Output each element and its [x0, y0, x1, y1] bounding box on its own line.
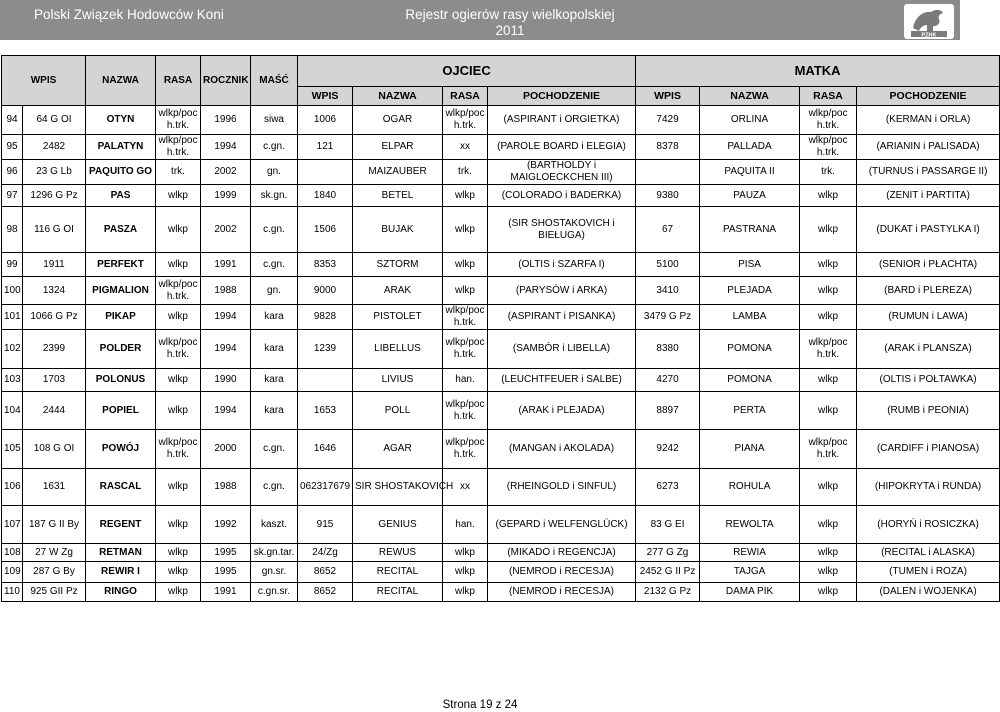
cell-wpis: 2444	[23, 392, 86, 430]
cell-f-poch: (OLTIS i SZARFA I)	[488, 253, 636, 277]
cell-wpis: 116 G OI	[23, 207, 86, 253]
cell-f-poch: (MANGAN i AKOLADA)	[488, 430, 636, 469]
cell-wpis: 23 G Lb	[23, 160, 86, 185]
cell-m-poch: (RUMUN i LAWA)	[857, 305, 1000, 330]
cell-f-wpis: 9000	[298, 277, 353, 305]
cell-rasa: wlkp	[156, 185, 201, 207]
col-matka-rasa: RASA	[800, 87, 857, 106]
table-row	[2, 253, 1000, 277]
cell-lp: 105	[2, 430, 23, 469]
cell-m-poch: (HIPOKRYTA i RUNDA)	[857, 469, 1000, 506]
cell-masc: gn.	[251, 160, 298, 185]
cell-m-nazwa: REWIA	[700, 544, 800, 562]
cell-f-rasa: wlkp/poc h.trk.	[443, 106, 488, 135]
cell-m-nazwa: PISA	[700, 253, 800, 277]
cell-f-nazwa: RECITAL	[353, 562, 443, 583]
cell-rocznik: 1994	[201, 392, 251, 430]
cell-m-nazwa: PLEJADA	[700, 277, 800, 305]
cell-rasa: wlkp/poc h.trk.	[156, 277, 201, 305]
cell-m-rasa: wlkp	[800, 562, 857, 583]
table-row	[2, 160, 1000, 185]
cell-m-wpis: 83 G EI	[636, 506, 700, 544]
cell-f-poch: (SIR SHOSTAKOVICH i BIEŁUGA)	[488, 207, 636, 253]
cell-wpis: 108 G OI	[23, 430, 86, 469]
table-row	[2, 330, 1000, 369]
cell-f-wpis: 9828	[298, 305, 353, 330]
cell-m-rasa: wlkp	[800, 469, 857, 506]
cell-wpis: 1631	[23, 469, 86, 506]
cell-f-poch: (BARTHOLDY i MAIGLOECKCHEN III)	[488, 160, 636, 185]
table-row	[2, 277, 1000, 305]
cell-rocznik: 1991	[201, 583, 251, 602]
cell-m-nazwa: PALLADA	[700, 135, 800, 160]
table-row	[2, 106, 1000, 135]
cell-f-poch: (GEPARD i WELFENGLÜCK)	[488, 506, 636, 544]
cell-rocznik: 1994	[201, 330, 251, 369]
cell-f-nazwa: MAIZAUBER	[353, 160, 443, 185]
cell-f-wpis: 8353	[298, 253, 353, 277]
cell-m-rasa: wlkp	[800, 392, 857, 430]
cell-rasa: wlkp	[156, 369, 201, 392]
cell-m-wpis: 4270	[636, 369, 700, 392]
cell-m-nazwa: REWOLTA	[700, 506, 800, 544]
cell-f-rasa: wlkp	[443, 207, 488, 253]
col-masc: MAŚĆ	[251, 56, 298, 106]
cell-rasa: wlkp	[156, 305, 201, 330]
page-header	[0, 0, 960, 40]
cell-masc: gn.	[251, 277, 298, 305]
cell-m-wpis	[636, 160, 700, 185]
cell-m-poch: (HORYŃ i ROSICZKA)	[857, 506, 1000, 544]
cell-f-rasa: wlkp	[443, 185, 488, 207]
cell-rocznik: 1988	[201, 469, 251, 506]
cell-masc: c.gn.	[251, 430, 298, 469]
cell-f-wpis: 1506	[298, 207, 353, 253]
table-row	[2, 207, 1000, 253]
cell-rocznik: 1999	[201, 185, 251, 207]
table-row	[2, 506, 1000, 544]
table-row	[2, 135, 1000, 160]
cell-f-nazwa: REWUS	[353, 544, 443, 562]
cell-m-nazwa: PERTA	[700, 392, 800, 430]
cell-nazwa: POWÓJ	[86, 430, 156, 469]
page-number: Strona 19 z 24	[442, 699, 518, 711]
col-nazwa: NAZWA	[86, 56, 156, 106]
cell-m-rasa: wlkp	[800, 369, 857, 392]
pzhk-logo	[903, 3, 955, 40]
cell-f-nazwa: PISTOLET	[353, 305, 443, 330]
cell-m-rasa: wlkp/poc h.trk.	[800, 106, 857, 135]
cell-m-rasa: trk.	[800, 160, 857, 185]
col-group-matka: MATKA	[636, 56, 1000, 87]
cell-m-poch: (SENIOR i PŁACHTA)	[857, 253, 1000, 277]
cell-wpis: 2399	[23, 330, 86, 369]
cell-wpis: 2482	[23, 135, 86, 160]
cell-rocznik: 2002	[201, 160, 251, 185]
document-title	[355, 7, 665, 39]
cell-nazwa: REGENT	[86, 506, 156, 544]
stallion-register-table	[1, 55, 1000, 602]
cell-lp: 97	[2, 185, 23, 207]
cell-f-poch: (MIKADO i REGENCJA)	[488, 544, 636, 562]
cell-m-rasa: wlkp	[800, 185, 857, 207]
cell-wpis: 1324	[23, 277, 86, 305]
cell-f-wpis: 24/Zg	[298, 544, 353, 562]
cell-m-rasa: wlkp	[800, 207, 857, 253]
document-title-line2: 2011	[495, 23, 525, 38]
cell-nazwa: POPIEL	[86, 392, 156, 430]
cell-m-rasa: wlkp	[800, 544, 857, 562]
cell-f-rasa: wlkp	[443, 253, 488, 277]
cell-m-rasa: wlkp	[800, 253, 857, 277]
cell-nazwa: PAS	[86, 185, 156, 207]
cell-lp: 101	[2, 305, 23, 330]
cell-f-rasa: wlkp/poc h.trk.	[443, 330, 488, 369]
cell-f-wpis: 8652	[298, 562, 353, 583]
cell-m-rasa: wlkp	[800, 583, 857, 602]
cell-f-poch: (NEMROD i RECESJA)	[488, 562, 636, 583]
cell-f-poch: (COLORADO i BADERKA)	[488, 185, 636, 207]
cell-masc: sk.gn.tar.	[251, 544, 298, 562]
cell-wpis: 1703	[23, 369, 86, 392]
cell-m-poch: (CARDIFF i PIANOSA)	[857, 430, 1000, 469]
table-row	[2, 469, 1000, 506]
cell-f-nazwa: GENIUS	[353, 506, 443, 544]
cell-m-rasa: wlkp/poc h.trk.	[800, 330, 857, 369]
cell-m-wpis: 7429	[636, 106, 700, 135]
cell-nazwa: PAQUITO GO	[86, 160, 156, 185]
cell-nazwa: RASCAL	[86, 469, 156, 506]
cell-rasa: wlkp	[156, 544, 201, 562]
cell-nazwa: PIKAP	[86, 305, 156, 330]
cell-f-poch: (ARAK i PLEJADA)	[488, 392, 636, 430]
cell-nazwa: REWIR I	[86, 562, 156, 583]
cell-f-rasa: wlkp/poc h.trk.	[443, 430, 488, 469]
cell-m-nazwa: DAMA PIK	[700, 583, 800, 602]
cell-rocznik: 1995	[201, 544, 251, 562]
cell-rasa: wlkp	[156, 253, 201, 277]
cell-rocznik: 1995	[201, 562, 251, 583]
cell-rasa: wlkp	[156, 207, 201, 253]
cell-masc: c.gn.	[251, 469, 298, 506]
cell-lp: 106	[2, 469, 23, 506]
cell-m-wpis: 9380	[636, 185, 700, 207]
cell-f-wpis	[298, 160, 353, 185]
cell-f-rasa: wlkp/poc h.trk.	[443, 305, 488, 330]
cell-lp: 96	[2, 160, 23, 185]
cell-masc: kaszt.	[251, 506, 298, 544]
cell-nazwa: POLONUS	[86, 369, 156, 392]
cell-m-poch: (KERMAN i ORLA)	[857, 106, 1000, 135]
cell-m-rasa: wlkp	[800, 305, 857, 330]
cell-lp: 100	[2, 277, 23, 305]
col-matka-wpis: WPIS	[636, 87, 700, 106]
cell-f-poch: (RHEINGOLD i SINFUL)	[488, 469, 636, 506]
cell-rocznik: 1994	[201, 305, 251, 330]
cell-lp: 95	[2, 135, 23, 160]
table-row	[2, 305, 1000, 330]
cell-masc: kara	[251, 392, 298, 430]
table-row	[2, 369, 1000, 392]
cell-rasa: trk.	[156, 160, 201, 185]
cell-m-nazwa: TAJGA	[700, 562, 800, 583]
col-ojciec-pochodzenie: POCHODZENIE	[488, 87, 636, 106]
cell-masc: sk.gn.	[251, 185, 298, 207]
cell-m-wpis: 3479 G Pz	[636, 305, 700, 330]
cell-m-rasa: wlkp/poc h.trk.	[800, 135, 857, 160]
cell-lp: 109	[2, 562, 23, 583]
col-matka-pochodzenie: POCHODZENIE	[857, 87, 1000, 106]
cell-rocznik: 2002	[201, 207, 251, 253]
cell-rasa: wlkp/poc h.trk.	[156, 430, 201, 469]
cell-lp: 107	[2, 506, 23, 544]
document-title-line1: Rejestr ogierów rasy wielkopolskiej	[405, 7, 615, 22]
cell-f-nazwa: BUJAK	[353, 207, 443, 253]
cell-m-nazwa: PIANA	[700, 430, 800, 469]
cell-nazwa: OTYN	[86, 106, 156, 135]
table-row	[2, 544, 1000, 562]
cell-f-rasa: wlkp/poc h.trk.	[443, 392, 488, 430]
col-wpis: WPIS	[2, 56, 86, 106]
cell-f-rasa: trk.	[443, 160, 488, 185]
col-ojciec-wpis: WPIS	[298, 87, 353, 106]
col-group-ojciec: OJCIEC	[298, 56, 636, 87]
cell-f-rasa: han.	[443, 369, 488, 392]
cell-f-wpis: 1646	[298, 430, 353, 469]
organization-name: Polski Związek Hodowców Koni	[34, 7, 224, 22]
cell-rocznik: 1988	[201, 277, 251, 305]
table-row	[2, 430, 1000, 469]
cell-wpis: 64 G OI	[23, 106, 86, 135]
table-row	[2, 583, 1000, 602]
cell-m-wpis: 3410	[636, 277, 700, 305]
cell-m-nazwa: PAQUITA II	[700, 160, 800, 185]
cell-f-poch: (SAMBÓR i LIBELLA)	[488, 330, 636, 369]
cell-masc: c.gn.	[251, 253, 298, 277]
cell-m-poch: (ARAK i PLANSZA)	[857, 330, 1000, 369]
cell-f-poch: (NEMROD i RECESJA)	[488, 583, 636, 602]
cell-masc: c.gn.	[251, 135, 298, 160]
cell-f-rasa: wlkp	[443, 544, 488, 562]
cell-f-wpis: 1840	[298, 185, 353, 207]
cell-f-wpis	[298, 369, 353, 392]
cell-m-poch: (OLTIS i POŁTAWKA)	[857, 369, 1000, 392]
cell-rocznik: 1992	[201, 506, 251, 544]
table-row	[2, 185, 1000, 207]
cell-m-wpis: 8380	[636, 330, 700, 369]
cell-lp: 94	[2, 106, 23, 135]
cell-wpis: 27 W Zg	[23, 544, 86, 562]
col-ojciec-rasa: RASA	[443, 87, 488, 106]
cell-f-nazwa: SZTORM	[353, 253, 443, 277]
cell-m-poch: (RUMB i PEONIA)	[857, 392, 1000, 430]
col-ojciec-nazwa: NAZWA	[353, 87, 443, 106]
cell-masc: gn.sr.	[251, 562, 298, 583]
cell-nazwa: PASZA	[86, 207, 156, 253]
cell-masc: c.gn.sr.	[251, 583, 298, 602]
cell-lp: 103	[2, 369, 23, 392]
cell-m-wpis: 277 G Zg	[636, 544, 700, 562]
cell-f-wpis: 915	[298, 506, 353, 544]
cell-nazwa: PALATYN	[86, 135, 156, 160]
cell-f-rasa: han.	[443, 506, 488, 544]
cell-f-rasa: xx	[443, 135, 488, 160]
cell-m-nazwa: POMONA	[700, 369, 800, 392]
cell-f-rasa: wlkp	[443, 583, 488, 602]
cell-m-wpis: 8897	[636, 392, 700, 430]
svg-text:PZHK: PZHK	[921, 32, 937, 39]
cell-f-nazwa: OGAR	[353, 106, 443, 135]
cell-f-wpis: 1239	[298, 330, 353, 369]
cell-m-rasa: wlkp	[800, 506, 857, 544]
cell-f-nazwa: POLL	[353, 392, 443, 430]
cell-f-rasa: wlkp	[443, 562, 488, 583]
cell-lp: 110	[2, 583, 23, 602]
cell-rocznik: 1994	[201, 135, 251, 160]
cell-f-nazwa: SIR SHOSTAKOVICH	[353, 469, 443, 506]
cell-m-nazwa: PASTRANA	[700, 207, 800, 253]
cell-f-nazwa: LIBELLUS	[353, 330, 443, 369]
cell-f-poch: (ASPIRANT i ORGIETKA)	[488, 106, 636, 135]
cell-nazwa: PIGMALION	[86, 277, 156, 305]
cell-f-poch: (PAROLE BOARD i ELEGIA)	[488, 135, 636, 160]
cell-f-poch: (ASPIRANT i PISANKA)	[488, 305, 636, 330]
cell-rasa: wlkp	[156, 392, 201, 430]
cell-m-poch: (DUKAT i PASTYLKA I)	[857, 207, 1000, 253]
cell-m-poch: (BARD i PLEREZA)	[857, 277, 1000, 305]
cell-f-nazwa: RECITAL	[353, 583, 443, 602]
cell-m-poch: (TUMEN i ROZA)	[857, 562, 1000, 583]
col-matka-nazwa: NAZWA	[700, 87, 800, 106]
cell-m-nazwa: LAMBA	[700, 305, 800, 330]
cell-wpis: 187 G II By	[23, 506, 86, 544]
cell-f-wpis: 062317679	[298, 469, 353, 506]
cell-rasa: wlkp	[156, 506, 201, 544]
cell-rasa: wlkp	[156, 583, 201, 602]
cell-m-wpis: 2132 G Pz	[636, 583, 700, 602]
cell-masc: kara	[251, 305, 298, 330]
cell-lp: 99	[2, 253, 23, 277]
cell-rasa: wlkp/poc h.trk.	[156, 330, 201, 369]
cell-wpis: 925 GII Pz	[23, 583, 86, 602]
cell-f-nazwa: ELPAR	[353, 135, 443, 160]
cell-m-wpis: 6273	[636, 469, 700, 506]
cell-lp: 98	[2, 207, 23, 253]
cell-f-nazwa: LIVIUS	[353, 369, 443, 392]
cell-m-rasa: wlkp	[800, 277, 857, 305]
cell-lp: 104	[2, 392, 23, 430]
cell-f-nazwa: BETEL	[353, 185, 443, 207]
cell-m-poch: (ZENIT i PARTITA)	[857, 185, 1000, 207]
cell-m-wpis: 67	[636, 207, 700, 253]
cell-f-nazwa: AGAR	[353, 430, 443, 469]
cell-wpis: 1911	[23, 253, 86, 277]
cell-rasa: wlkp/poc h.trk.	[156, 135, 201, 160]
cell-m-wpis: 9242	[636, 430, 700, 469]
table-row	[2, 562, 1000, 583]
cell-f-wpis: 1653	[298, 392, 353, 430]
cell-m-wpis: 5100	[636, 253, 700, 277]
cell-nazwa: RINGO	[86, 583, 156, 602]
cell-m-nazwa: ORLINA	[700, 106, 800, 135]
cell-m-rasa: wlkp/poc h.trk.	[800, 430, 857, 469]
cell-masc: kara	[251, 369, 298, 392]
cell-rocznik: 2000	[201, 430, 251, 469]
cell-f-rasa: wlkp	[443, 277, 488, 305]
cell-nazwa: PERFEKT	[86, 253, 156, 277]
cell-m-poch: (RECITAL i ALASKA)	[857, 544, 1000, 562]
cell-m-wpis: 2452 G II Pz	[636, 562, 700, 583]
cell-wpis: 1066 G Pz	[23, 305, 86, 330]
cell-rasa: wlkp/poc h.trk.	[156, 106, 201, 135]
cell-f-wpis: 121	[298, 135, 353, 160]
col-rocznik: ROCZNIK	[201, 56, 251, 106]
cell-rocznik: 1996	[201, 106, 251, 135]
cell-f-wpis: 1006	[298, 106, 353, 135]
cell-nazwa: RETMAN	[86, 544, 156, 562]
cell-masc: c.gn.	[251, 207, 298, 253]
cell-masc: siwa	[251, 106, 298, 135]
cell-m-poch: (TURNUS i PASSARGE II)	[857, 160, 1000, 185]
cell-m-poch: (ARIANIN i PALISADA)	[857, 135, 1000, 160]
cell-rasa: wlkp	[156, 469, 201, 506]
cell-m-poch: (DALEN i WOJENKA)	[857, 583, 1000, 602]
cell-rocznik: 1991	[201, 253, 251, 277]
register-rows	[2, 106, 1000, 602]
cell-m-nazwa: PAUZA	[700, 185, 800, 207]
cell-rasa: wlkp	[156, 562, 201, 583]
cell-nazwa: POLDER	[86, 330, 156, 369]
cell-f-poch: (LEUCHTFEUER i SALBE)	[488, 369, 636, 392]
cell-wpis: 1296 G Pz	[23, 185, 86, 207]
col-rasa: RASA	[156, 56, 201, 106]
cell-masc: kara	[251, 330, 298, 369]
cell-m-nazwa: ROHULA	[700, 469, 800, 506]
table-row	[2, 392, 1000, 430]
cell-f-nazwa: ARAK	[353, 277, 443, 305]
cell-f-rasa: xx	[443, 469, 488, 506]
cell-wpis: 287 G By	[23, 562, 86, 583]
cell-lp: 102	[2, 330, 23, 369]
cell-f-wpis: 8652	[298, 583, 353, 602]
cell-m-wpis: 8378	[636, 135, 700, 160]
cell-f-poch: (PARYSÓW i ARKA)	[488, 277, 636, 305]
cell-rocznik: 1990	[201, 369, 251, 392]
cell-lp: 108	[2, 544, 23, 562]
cell-m-nazwa: POMONA	[700, 330, 800, 369]
